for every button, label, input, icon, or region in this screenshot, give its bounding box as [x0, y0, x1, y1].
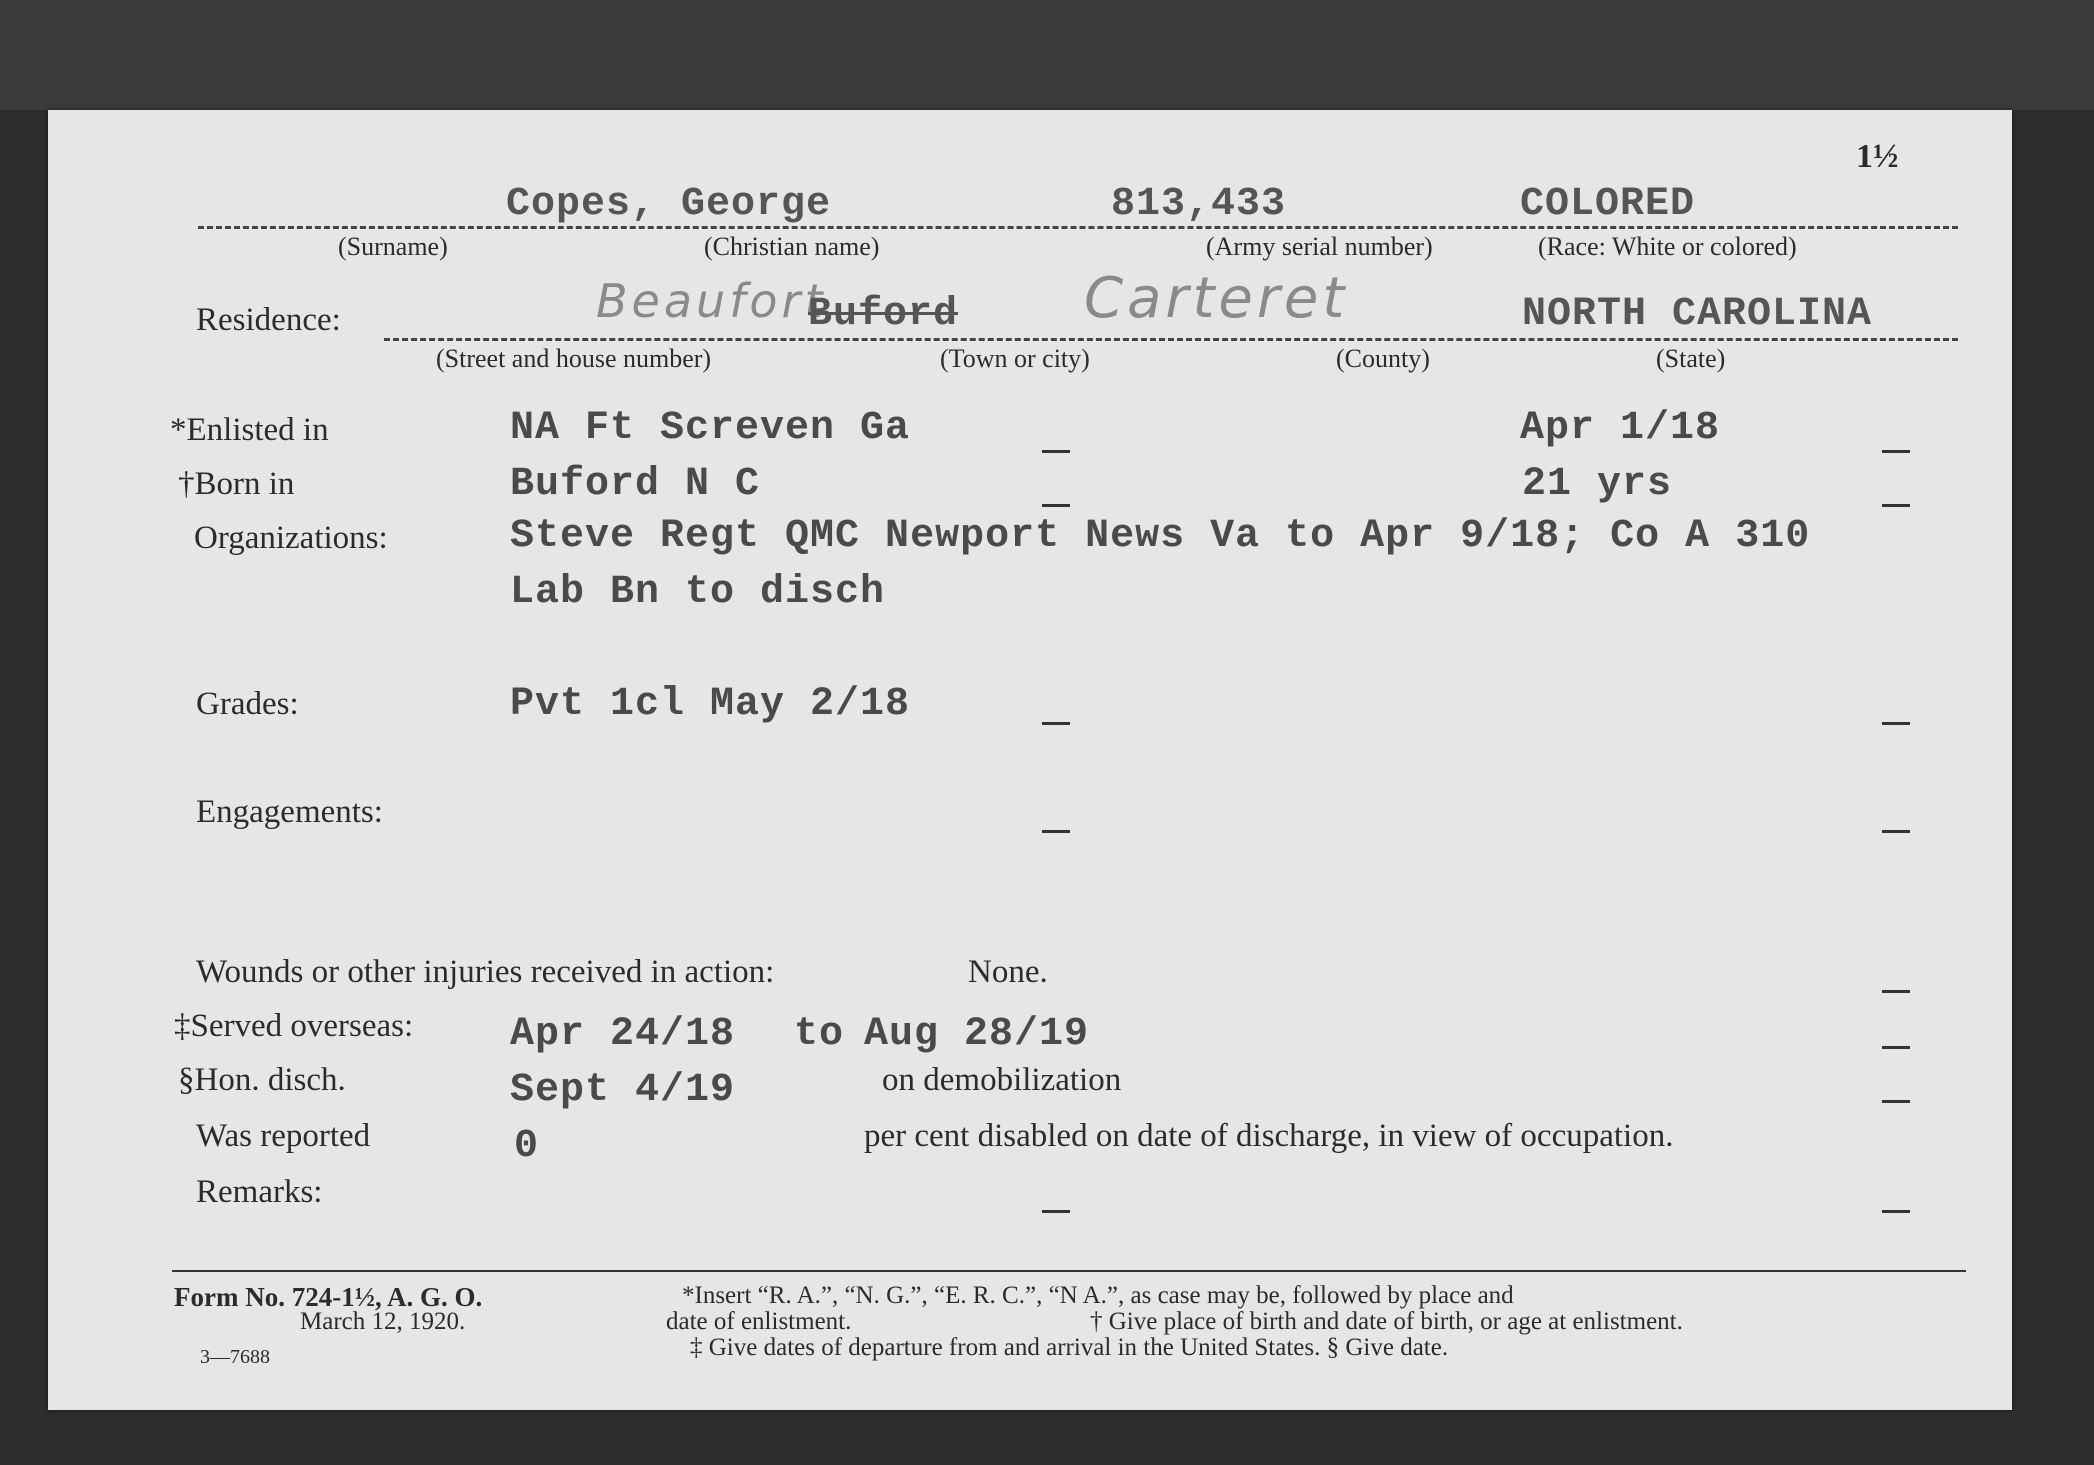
born-label: †Born in — [178, 466, 295, 502]
print-code: 3—7688 — [200, 1346, 270, 1368]
serial-value: 813,433 — [1111, 182, 1287, 227]
reported-value: 0 — [514, 1124, 540, 1169]
footer-rule — [172, 1270, 1966, 1272]
remarks-tick-end — [1882, 1210, 1910, 1213]
footnote-line-2a: date of enlistment. — [666, 1308, 852, 1335]
enlisted-tick-end — [1882, 450, 1910, 453]
name-value: Copes, George — [506, 182, 832, 227]
remarks-tick-mid — [1042, 1210, 1070, 1213]
remarks-label: Remarks: — [196, 1174, 323, 1210]
christian-name-caption: (Christian name) — [704, 232, 880, 261]
service-record-card — [48, 110, 2012, 1410]
scan-background — [0, 0, 2094, 110]
overseas-to: Aug 28/19 — [864, 1012, 1090, 1057]
overseas-from: Apr 24/18 — [510, 1012, 736, 1057]
residence-town-struck: Buford — [808, 292, 959, 337]
born-age: 21 yrs — [1522, 462, 1673, 507]
street-caption: (Street and house number) — [436, 344, 712, 373]
grades-value: Pvt 1cl May 2/18 — [510, 682, 911, 727]
engagements-tick-mid — [1042, 830, 1070, 833]
engagements-tick-end — [1882, 830, 1910, 833]
overseas-tick-end — [1882, 1046, 1910, 1049]
enlisted-date: Apr 1/18 — [1520, 406, 1721, 451]
enlisted-tick-mid — [1042, 450, 1070, 453]
reported-label: Was reported — [196, 1118, 371, 1154]
grades-label: Grades: — [196, 686, 299, 722]
overseas-to-word: to — [794, 1012, 845, 1057]
organizations-line-1: Steve Regt QMC Newport News Va to Apr 9/18; Co A 310 — [510, 514, 1811, 559]
footnote-line-1: *Insert “R. A.”, “N. G.”, “E. R. C.”, “N A.”, as case may be, followed by place and — [682, 1282, 1514, 1309]
town-caption: (Town or city) — [940, 344, 1090, 373]
form-date: March 12, 1920. — [300, 1308, 466, 1335]
enlisted-label: *Enlisted in — [170, 412, 329, 448]
organizations-label: Organizations: — [194, 520, 388, 556]
footnote-line-3: ‡ Give dates of departure from and arrival in the United States. § Give date. — [690, 1334, 1449, 1361]
surname-caption: (Surname) — [338, 232, 448, 261]
form-number: Form No. 724-1½, A. G. O. — [174, 1282, 483, 1312]
overseas-label: ‡Served overseas: — [174, 1008, 414, 1044]
engagements-label: Engagements: — [196, 794, 383, 830]
state-caption: (State) — [1656, 344, 1726, 373]
residence-label: Residence: — [196, 302, 341, 338]
born-tick-end — [1882, 504, 1910, 507]
discharge-date: Sept 4/19 — [510, 1068, 736, 1113]
wounds-tick-end — [1882, 990, 1910, 993]
reported-text: per cent disabled on date of discharge, in view of occupation. — [864, 1118, 1674, 1154]
residence-state: NORTH CAROLINA — [1522, 292, 1873, 337]
race-value: COLORED — [1520, 182, 1696, 227]
page-number: 1½ — [1856, 138, 1899, 175]
discharge-label: §Hon. disch. — [178, 1062, 346, 1098]
residence-row-line — [384, 338, 1958, 341]
enlisted-place: NA Ft Screven Ga — [510, 406, 911, 451]
residence-county-handwritten: Carteret — [1084, 266, 1349, 331]
county-caption: (County) — [1336, 344, 1430, 373]
serial-caption: (Army serial number) — [1206, 232, 1433, 261]
discharge-tick-end — [1882, 1100, 1910, 1103]
footnote-line-2b: † Give place of birth and date of birth, or age at enlistment. — [1090, 1308, 1683, 1335]
grades-tick-end — [1882, 722, 1910, 725]
race-caption: (Race: White or colored) — [1538, 232, 1797, 261]
born-tick-mid — [1042, 504, 1070, 507]
wounds-label: Wounds or other injuries received in action: — [196, 954, 775, 990]
born-place: Buford N C — [510, 462, 761, 507]
residence-town-handwritten: Beaufort — [596, 274, 827, 328]
organizations-line-2: Lab Bn to disch — [510, 570, 886, 615]
grades-tick-mid — [1042, 722, 1070, 725]
wounds-value: None. — [968, 954, 1048, 990]
discharge-note: on demobilization — [882, 1062, 1122, 1098]
